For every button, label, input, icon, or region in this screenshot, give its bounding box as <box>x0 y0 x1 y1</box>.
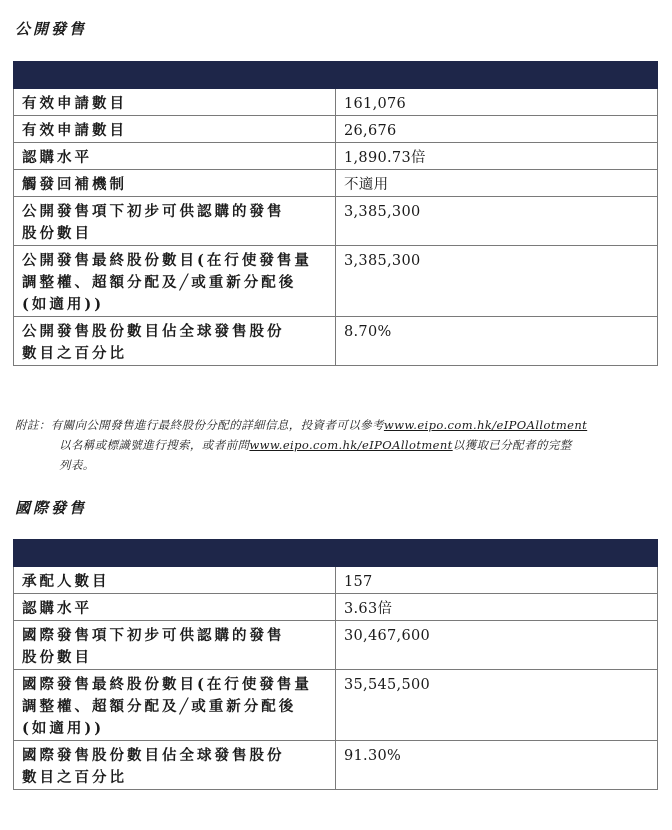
table-row <box>14 143 658 170</box>
table-row <box>14 670 658 741</box>
row-label: 有效申請數目 <box>14 116 336 143</box>
row-label: 國際發售最終股份數目(在行使發售量 調整權、超額分配及╱或重新分配後 (如適用)) <box>14 670 336 741</box>
row-value: 91.30% <box>336 741 658 790</box>
row-label: 公開發售股份數目佔全球發售股份 數目之百分比 <box>14 317 336 366</box>
table-row <box>14 567 658 594</box>
table-row <box>14 89 658 116</box>
row-value: 3,385,300 <box>336 246 658 317</box>
row-label: 公開發售項下初步可供認購的發售 股份數目 <box>14 197 336 246</box>
eipo-allotment-link[interactable]: www.eipo.com.hk/eIPOAllotment <box>383 418 588 432</box>
row-value: 35,545,500 <box>336 670 658 741</box>
table-header-bar <box>14 62 658 89</box>
table-row <box>14 246 658 317</box>
row-label: 承配人數目 <box>14 567 336 594</box>
row-value: 26,676 <box>336 116 658 143</box>
public-offer-table <box>13 61 658 366</box>
row-label: 認購水平 <box>14 594 336 621</box>
row-label: 公開發售最終股份數目(在行使發售量 調整權、超額分配及╱或重新分配後 (如適用)) <box>14 246 336 317</box>
public-offer-title: 公開發售 <box>15 20 88 38</box>
row-label: 國際發售股份數目佔全球發售股份 數目之百分比 <box>14 741 336 790</box>
international-offer-title: 國際發售 <box>15 499 88 517</box>
row-value: 157 <box>336 567 658 594</box>
note-prefix: 附註： <box>15 418 51 432</box>
table-row <box>14 116 658 143</box>
row-label: 認購水平 <box>14 143 336 170</box>
row-label: 觸發回補機制 <box>14 170 336 197</box>
row-value: 161,076 <box>336 89 658 116</box>
row-label: 國際發售項下初步可供認購的發售 股份數目 <box>14 621 336 670</box>
table-row <box>14 741 658 790</box>
eipo-allotment-link-2[interactable]: www.eipo.com.hk/eIPOAllotment <box>249 438 453 452</box>
table-row <box>14 317 658 366</box>
row-value: 不適用 <box>336 170 658 197</box>
table-row <box>14 621 658 670</box>
row-value: 8.70% <box>336 317 658 366</box>
table-row <box>14 170 658 197</box>
row-label: 有效申請數目 <box>14 89 336 116</box>
row-value: 1,890.73倍 <box>336 143 658 170</box>
allotment-note: 附註：有關向公開發售進行最終股份分配的詳細信息，投資者可以參考www.eipo.com.hk/eIPOAllotment 以名稱或標識號進行搜索，或者前問www.eipo.com.hk/eIPOAllotment以獲取已分配者的完整 列表。 <box>15 418 588 472</box>
row-value: 30,467,600 <box>336 621 658 670</box>
table-header-bar <box>14 540 658 567</box>
table-row <box>14 197 658 246</box>
row-value: 3.63倍 <box>336 594 658 621</box>
row-value: 3,385,300 <box>336 197 658 246</box>
international-offer-table <box>13 539 658 790</box>
table-row <box>14 594 658 621</box>
